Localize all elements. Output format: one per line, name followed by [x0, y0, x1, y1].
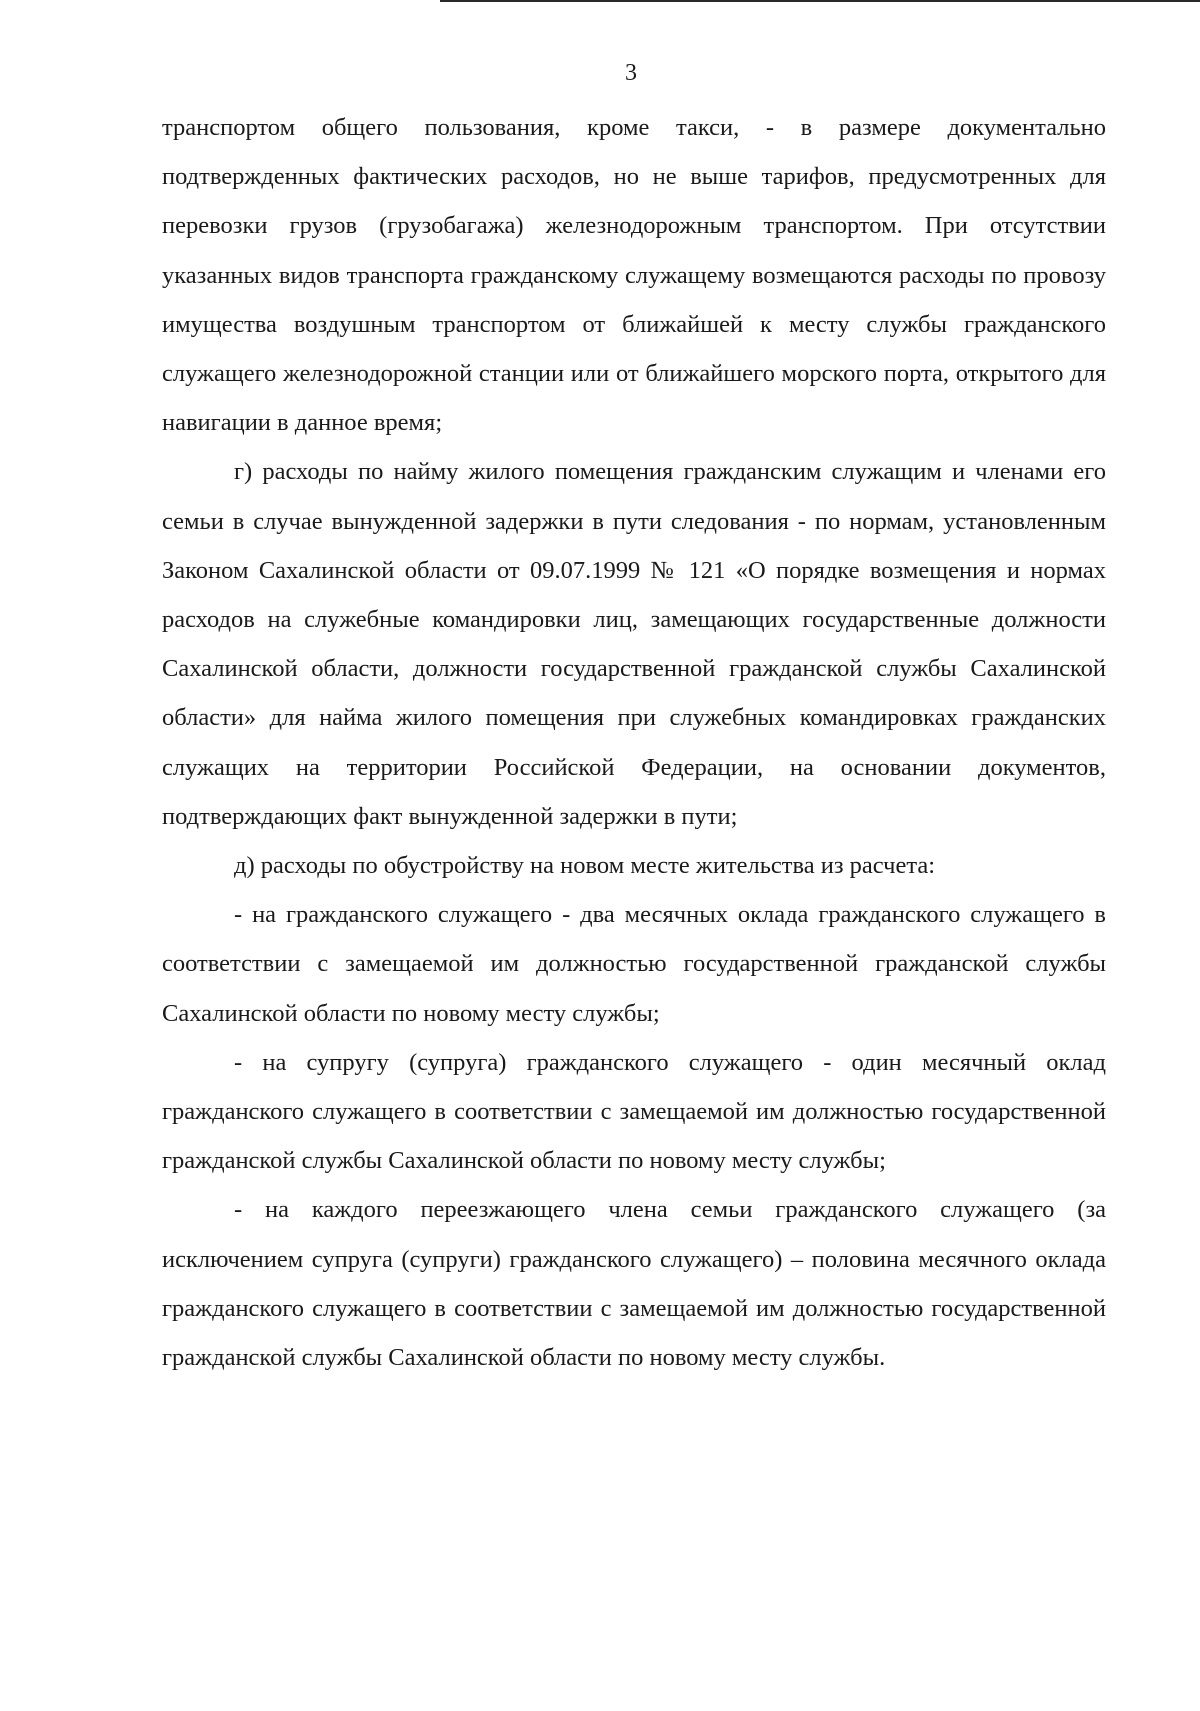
paragraph-family-member-allowance: - на каждого переезжающего члена семьи гражданского служащего (за исключением супруга (супруги) гражданского служащего) – половина месячного оклада гражданского служащего в соответствии с замещаемой им должностью государственной гражданской службы Сахалинской области по новому месту службы. [162, 1196, 1106, 1372]
page-number: 3 [625, 60, 637, 86]
document-body [162, 103, 1106, 1382]
paragraph-civil-servant-allowance: - на гражданского служащего - два месячных оклада гражданского служащего в соответствии с замещаемой им должностью государственной гражданской службы Сахалинской области по новому месту службы; [162, 901, 1106, 1027]
paragraph-item-g-housing: г) расходы по найму жилого помещения гражданским служащим и членами его семьи в случае вынужденной задержки в пути следования - по нормам, установленным Законом Сахалинской области от 09.07.1999 № 121 «О порядке возмещения и нормах расходов на служебные командировки лиц, замещающих государственные должности Сахалинской области, должности государственной гражданской службы Сахалинской области» для найма жилого помещения при служебных командировках гражданских служащих на территории Российской Федерации, на основании документов, подтверждающих факт вынужденной задержки в пути; [162, 458, 1106, 830]
top-rule [440, 0, 1200, 2]
paragraph-transport-continuation: транспортом общего пользования, кроме такси, - в размере документально подтвержденных фактических расходов, но не выше тарифов, предусмотренных для перевозки грузов (грузобагажа) железнодорожным транспортом. При отсутствии указанных видов транспорта гражданскому служащему возмещаются расходы по провозу имущества воздушным транспортом от ближайшей к месту службы гражданского служащего железнодорожной станции или от ближайшего морского порта, открытого для навигации в данное время; [162, 114, 1106, 437]
paragraph-spouse-allowance: - на супругу (супруга) гражданского служащего - один месячный оклад гражданского служащего в соответствии с замещаемой им должностью государственной гражданской службы Сахалинской области по новому месту службы; [162, 1048, 1106, 1175]
paragraph-item-d-settlement: д) расходы по обустройству на новом месте жительства из расчета: [234, 852, 936, 880]
